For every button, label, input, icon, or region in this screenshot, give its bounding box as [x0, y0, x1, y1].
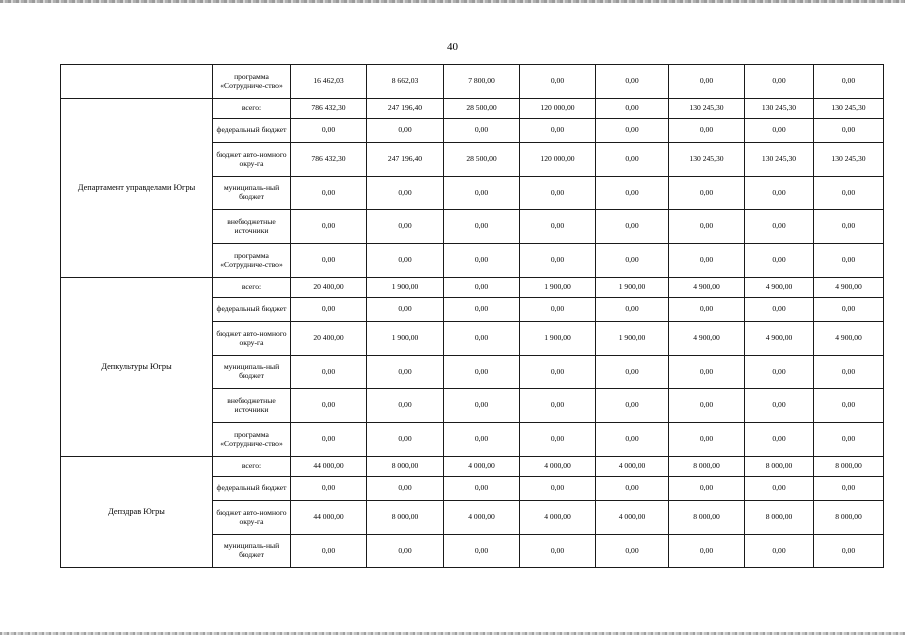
amount-cell: 0,00	[596, 389, 669, 423]
amount-cell: 0,00	[291, 210, 367, 244]
amount-cell: 1 900,00	[520, 278, 596, 298]
amount-cell: 247 196,40	[367, 143, 444, 177]
amount-cell: 0,00	[520, 244, 596, 278]
amount-cell: 4 000,00	[444, 457, 520, 477]
funding-source-cell: бюджет авто-номного окру-га	[213, 501, 291, 535]
amount-cell: 8 662,03	[367, 65, 444, 99]
funding-source-cell: внебюджетные источники	[213, 210, 291, 244]
amount-cell: 0,00	[291, 423, 367, 457]
amount-cell: 0,00	[291, 298, 367, 322]
funding-source-cell: федеральный бюджет	[213, 119, 291, 143]
amount-cell: 1 900,00	[596, 322, 669, 356]
amount-cell: 4 900,00	[745, 322, 814, 356]
amount-cell: 0,00	[596, 244, 669, 278]
amount-cell: 16 462,03	[291, 65, 367, 99]
amount-cell: 0,00	[520, 177, 596, 210]
amount-cell: 0,00	[520, 477, 596, 501]
amount-cell: 0,00	[745, 423, 814, 457]
budget-table	[60, 64, 884, 568]
amount-cell: 0,00	[745, 298, 814, 322]
amount-cell: 120 000,00	[520, 99, 596, 119]
amount-cell: 786 432,30	[291, 143, 367, 177]
amount-cell: 130 245,30	[669, 99, 745, 119]
amount-cell: 28 500,00	[444, 143, 520, 177]
funding-source-cell: программа «Сотрудниче-ство»	[213, 423, 291, 457]
amount-cell: 0,00	[367, 210, 444, 244]
amount-cell: 0,00	[520, 119, 596, 143]
amount-cell: 120 000,00	[520, 143, 596, 177]
amount-cell: 0,00	[669, 119, 745, 143]
amount-cell: 20 400,00	[291, 278, 367, 298]
amount-cell: 0,00	[596, 356, 669, 389]
funding-source-cell: муниципаль-ный бюджет	[213, 535, 291, 568]
amount-cell: 130 245,30	[814, 99, 884, 119]
amount-cell: 0,00	[745, 244, 814, 278]
amount-cell: 4 000,00	[596, 501, 669, 535]
amount-cell: 0,00	[444, 477, 520, 501]
amount-cell: 130 245,30	[814, 143, 884, 177]
amount-cell: 0,00	[444, 298, 520, 322]
amount-cell: 0,00	[814, 389, 884, 423]
amount-cell: 0,00	[745, 535, 814, 568]
funding-source-cell: программа «Сотрудниче-ство»	[213, 244, 291, 278]
amount-cell: 4 000,00	[520, 457, 596, 477]
amount-cell: 0,00	[444, 210, 520, 244]
funding-source-cell: программа «Сотрудниче-ство»	[213, 65, 291, 99]
amount-cell: 130 245,30	[745, 143, 814, 177]
amount-cell: 0,00	[596, 210, 669, 244]
amount-cell: 4 900,00	[669, 278, 745, 298]
amount-cell: 0,00	[745, 119, 814, 143]
amount-cell: 0,00	[291, 119, 367, 143]
amount-cell: 0,00	[669, 389, 745, 423]
funding-source-cell: муниципаль-ный бюджет	[213, 356, 291, 389]
amount-cell: 7 800,00	[444, 65, 520, 99]
amount-cell: 0,00	[814, 477, 884, 501]
amount-cell: 0,00	[444, 244, 520, 278]
amount-cell: 0,00	[596, 477, 669, 501]
amount-cell: 0,00	[814, 356, 884, 389]
amount-cell: 0,00	[814, 244, 884, 278]
amount-cell: 0,00	[814, 119, 884, 143]
amount-cell: 8 000,00	[814, 457, 884, 477]
amount-cell: 0,00	[745, 65, 814, 99]
funding-source-cell: федеральный бюджет	[213, 477, 291, 501]
amount-cell: 0,00	[669, 65, 745, 99]
amount-cell: 0,00	[596, 535, 669, 568]
amount-cell: 0,00	[291, 356, 367, 389]
amount-cell: 1 900,00	[520, 322, 596, 356]
amount-cell: 247 196,40	[367, 99, 444, 119]
amount-cell: 0,00	[814, 298, 884, 322]
amount-cell: 0,00	[444, 322, 520, 356]
amount-cell: 20 400,00	[291, 322, 367, 356]
amount-cell: 0,00	[669, 356, 745, 389]
amount-cell: 0,00	[669, 244, 745, 278]
amount-cell: 0,00	[367, 119, 444, 143]
table-row	[61, 457, 884, 477]
table-row	[61, 99, 884, 119]
amount-cell: 8 000,00	[814, 501, 884, 535]
amount-cell: 0,00	[520, 535, 596, 568]
funding-source-cell: внебюджетные источники	[213, 389, 291, 423]
funding-source-cell: всего:	[213, 457, 291, 477]
amount-cell: 28 500,00	[444, 99, 520, 119]
amount-cell: 44 000,00	[291, 457, 367, 477]
amount-cell: 0,00	[444, 389, 520, 423]
amount-cell: 0,00	[814, 177, 884, 210]
amount-cell: 0,00	[367, 356, 444, 389]
amount-cell: 1 900,00	[596, 278, 669, 298]
amount-cell: 8 000,00	[745, 457, 814, 477]
amount-cell: 0,00	[596, 99, 669, 119]
department-cell: Депкультуры Югры	[61, 278, 213, 457]
department-cell: Департамент управделами Югры	[61, 99, 213, 278]
amount-cell: 0,00	[444, 535, 520, 568]
amount-cell: 0,00	[444, 423, 520, 457]
page-number: 40	[447, 41, 458, 53]
amount-cell: 8 000,00	[669, 501, 745, 535]
funding-source-cell: всего:	[213, 99, 291, 119]
amount-cell: 0,00	[291, 477, 367, 501]
amount-cell: 4 000,00	[520, 501, 596, 535]
funding-source-cell: бюджет авто-номного окру-га	[213, 143, 291, 177]
amount-cell: 0,00	[814, 535, 884, 568]
amount-cell: 0,00	[291, 177, 367, 210]
amount-cell: 8 000,00	[367, 501, 444, 535]
amount-cell: 0,00	[291, 244, 367, 278]
table-row	[61, 278, 884, 298]
amount-cell: 0,00	[367, 177, 444, 210]
amount-cell: 0,00	[745, 477, 814, 501]
amount-cell: 0,00	[669, 535, 745, 568]
funding-source-cell: федеральный бюджет	[213, 298, 291, 322]
amount-cell: 0,00	[596, 298, 669, 322]
amount-cell: 0,00	[520, 423, 596, 457]
amount-cell: 4 000,00	[444, 501, 520, 535]
department-cell: Депздрав Югры	[61, 457, 213, 568]
amount-cell: 0,00	[520, 65, 596, 99]
amount-cell: 8 000,00	[669, 457, 745, 477]
amount-cell: 0,00	[367, 423, 444, 457]
amount-cell: 0,00	[745, 210, 814, 244]
amount-cell: 44 000,00	[291, 501, 367, 535]
amount-cell: 0,00	[367, 535, 444, 568]
amount-cell: 0,00	[444, 119, 520, 143]
amount-cell: 0,00	[291, 535, 367, 568]
amount-cell: 0,00	[291, 389, 367, 423]
table-row	[61, 65, 884, 99]
amount-cell: 0,00	[669, 177, 745, 210]
amount-cell: 4 900,00	[669, 322, 745, 356]
amount-cell: 0,00	[669, 477, 745, 501]
amount-cell: 4 000,00	[596, 457, 669, 477]
amount-cell: 0,00	[520, 389, 596, 423]
amount-cell: 0,00	[596, 65, 669, 99]
amount-cell: 4 900,00	[814, 278, 884, 298]
amount-cell: 8 000,00	[367, 457, 444, 477]
amount-cell: 0,00	[444, 356, 520, 389]
amount-cell: 0,00	[444, 177, 520, 210]
amount-cell: 0,00	[669, 210, 745, 244]
amount-cell: 1 900,00	[367, 278, 444, 298]
amount-cell: 0,00	[596, 143, 669, 177]
amount-cell: 0,00	[367, 477, 444, 501]
amount-cell: 0,00	[596, 423, 669, 457]
amount-cell: 0,00	[669, 423, 745, 457]
budget-table-body	[61, 65, 884, 568]
amount-cell: 0,00	[367, 298, 444, 322]
amount-cell: 130 245,30	[669, 143, 745, 177]
amount-cell: 0,00	[596, 177, 669, 210]
scan-edge-bottom	[0, 632, 905, 635]
amount-cell: 786 432,30	[291, 99, 367, 119]
amount-cell: 0,00	[745, 177, 814, 210]
amount-cell: 1 900,00	[367, 322, 444, 356]
amount-cell: 0,00	[745, 356, 814, 389]
funding-source-cell: муниципаль-ный бюджет	[213, 177, 291, 210]
amount-cell: 0,00	[814, 423, 884, 457]
department-cell	[61, 65, 213, 99]
amount-cell: 8 000,00	[745, 501, 814, 535]
amount-cell: 4 900,00	[814, 322, 884, 356]
amount-cell: 0,00	[745, 389, 814, 423]
funding-source-cell: всего:	[213, 278, 291, 298]
amount-cell: 0,00	[444, 278, 520, 298]
amount-cell: 130 245,30	[745, 99, 814, 119]
amount-cell: 0,00	[596, 119, 669, 143]
amount-cell: 0,00	[814, 65, 884, 99]
funding-source-cell: бюджет авто-номного окру-га	[213, 322, 291, 356]
amount-cell: 0,00	[814, 210, 884, 244]
amount-cell: 0,00	[520, 298, 596, 322]
amount-cell: 4 900,00	[745, 278, 814, 298]
amount-cell: 0,00	[520, 356, 596, 389]
amount-cell: 0,00	[520, 210, 596, 244]
amount-cell: 0,00	[367, 244, 444, 278]
amount-cell: 0,00	[367, 389, 444, 423]
amount-cell: 0,00	[669, 298, 745, 322]
scan-edge-top	[0, 0, 905, 3]
